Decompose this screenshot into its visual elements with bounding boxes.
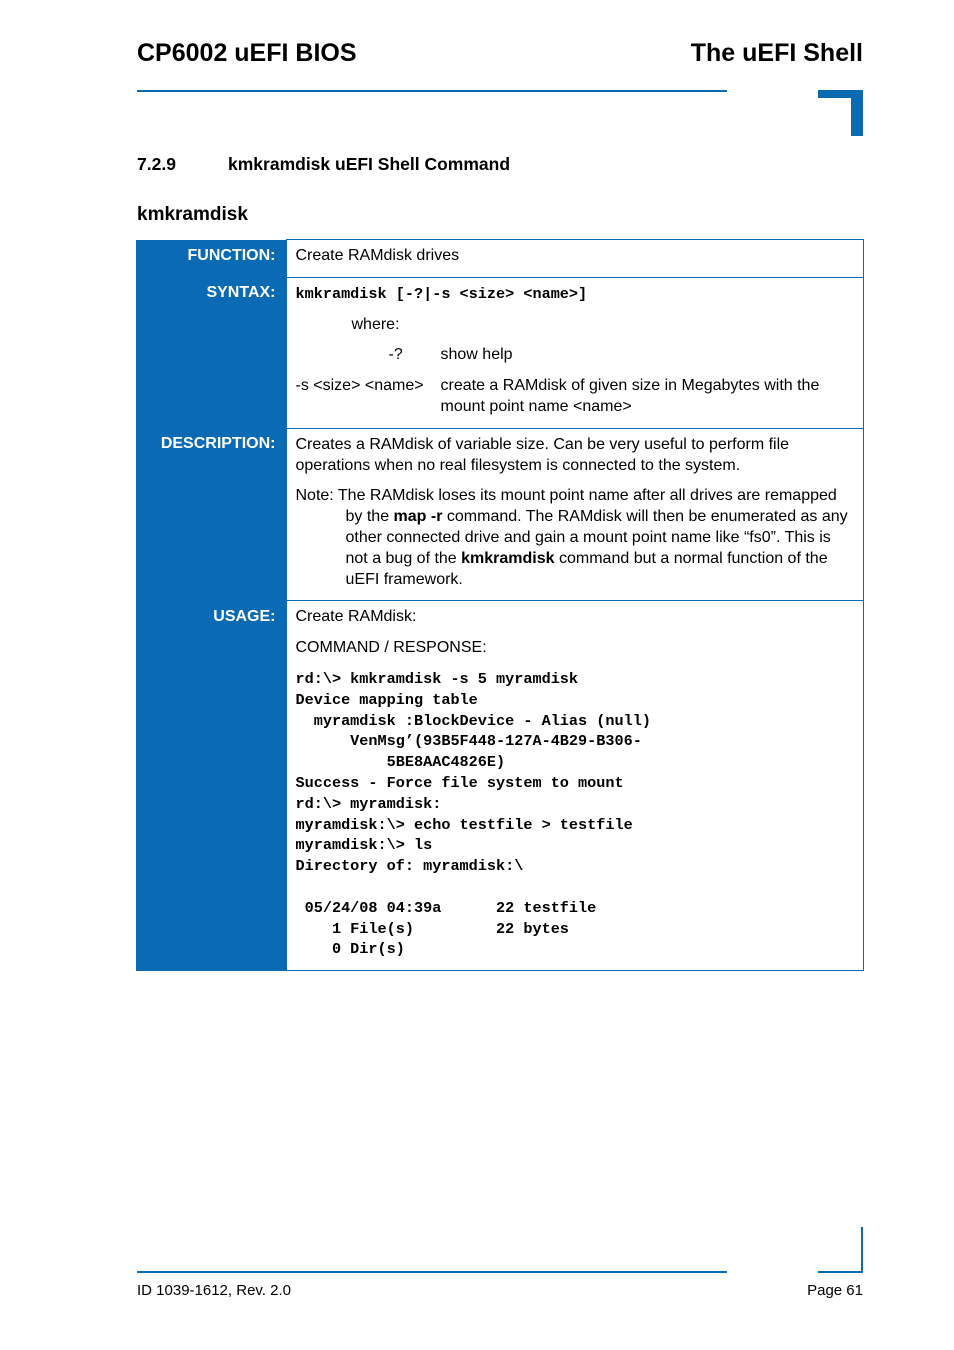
usage-listing: rd:\> kmkramdisk -s 5 myramdisk Device mapping table myramdisk :BlockDevice - Alias (null) VenMsg’(93B5F448-127A-4B29-B306- 5BE8AAC4826E) Success - Force file system to mount rd:\> myramdisk: myramdisk:\> echo testfile > testfile myramdisk:\> ls Directory of: myramdisk:\ 05/24/08 04:39a 22 testfile 1 File(s) 22 bytes 0 Dir(s) — [295, 669, 651, 959]
option-desc: create a RAMdisk of given size in Megabytes with the mount point name <name> — [440, 377, 820, 415]
function-value — [286, 240, 864, 278]
command-table — [136, 239, 864, 971]
syntax-option-size — [296, 376, 854, 418]
note-text: command. The RAMdisk will then be enumerated as any other connected drive and gain a mount point name like “fs0”. This is not a bug of the — [345, 508, 848, 567]
option-desc: show help — [440, 346, 513, 364]
syntax-label: SYNTAX: — [136, 277, 286, 428]
footer-corner-mark — [861, 1227, 863, 1273]
footer-doc-id: ID 1039-1612, Rev. 2.0 — [137, 1282, 291, 1299]
function-text: Create RAMdisk drives — [295, 247, 460, 264]
syntax-command: kmkramdisk [-?|-s <size> <name>] — [295, 284, 588, 303]
footer-rule — [137, 1271, 727, 1273]
note-text: Note: The RAMdisk loses its mount point name after all drives are remapped by the — [295, 487, 837, 526]
note-command-kmkramdisk: kmkramdisk — [461, 549, 555, 567]
footer-corner-mark-horizontal — [818, 1271, 863, 1273]
description-label: DESCRIPTION: — [136, 428, 286, 601]
option-key: -? — [388, 346, 403, 364]
syntax-row — [136, 277, 864, 428]
note-text: command but a normal function of the uEFI framework. — [345, 549, 828, 588]
usage-row — [136, 601, 864, 971]
function-label: FUNCTION: — [136, 240, 286, 278]
section-title: kmkramdisk uEFI Shell Command — [228, 154, 511, 174]
syntax-value — [286, 277, 864, 428]
usage-label: USAGE: — [136, 601, 286, 971]
syntax-option-help — [296, 345, 854, 366]
usage-value — [286, 601, 864, 971]
option-key: -s <size> <name> — [295, 377, 424, 395]
header-corner-mark-vertical — [851, 90, 863, 136]
description-note — [296, 486, 854, 590]
footer-page-number: Page 61 — [807, 1282, 863, 1299]
section-number: 7.2.9 — [137, 154, 176, 174]
note-command-map: map -r — [393, 508, 443, 526]
header-doc-title: CP6002 uEFI BIOS — [137, 39, 357, 67]
header-rule — [137, 90, 727, 92]
syntax-where: where: — [351, 315, 400, 333]
command-heading: kmkramdisk — [137, 204, 248, 225]
usage-intro: Create RAMdisk: — [295, 608, 417, 626]
usage-command-response: COMMAND / RESPONSE: — [295, 639, 487, 657]
description-row — [136, 428, 864, 601]
header-chapter-title: The uEFI Shell — [690, 39, 863, 67]
description-value — [286, 428, 864, 601]
description-paragraph: Creates a RAMdisk of variable size. Can be very useful to perform file operations when no real filesystem is connected to the system. — [295, 435, 790, 474]
function-row — [136, 240, 864, 278]
